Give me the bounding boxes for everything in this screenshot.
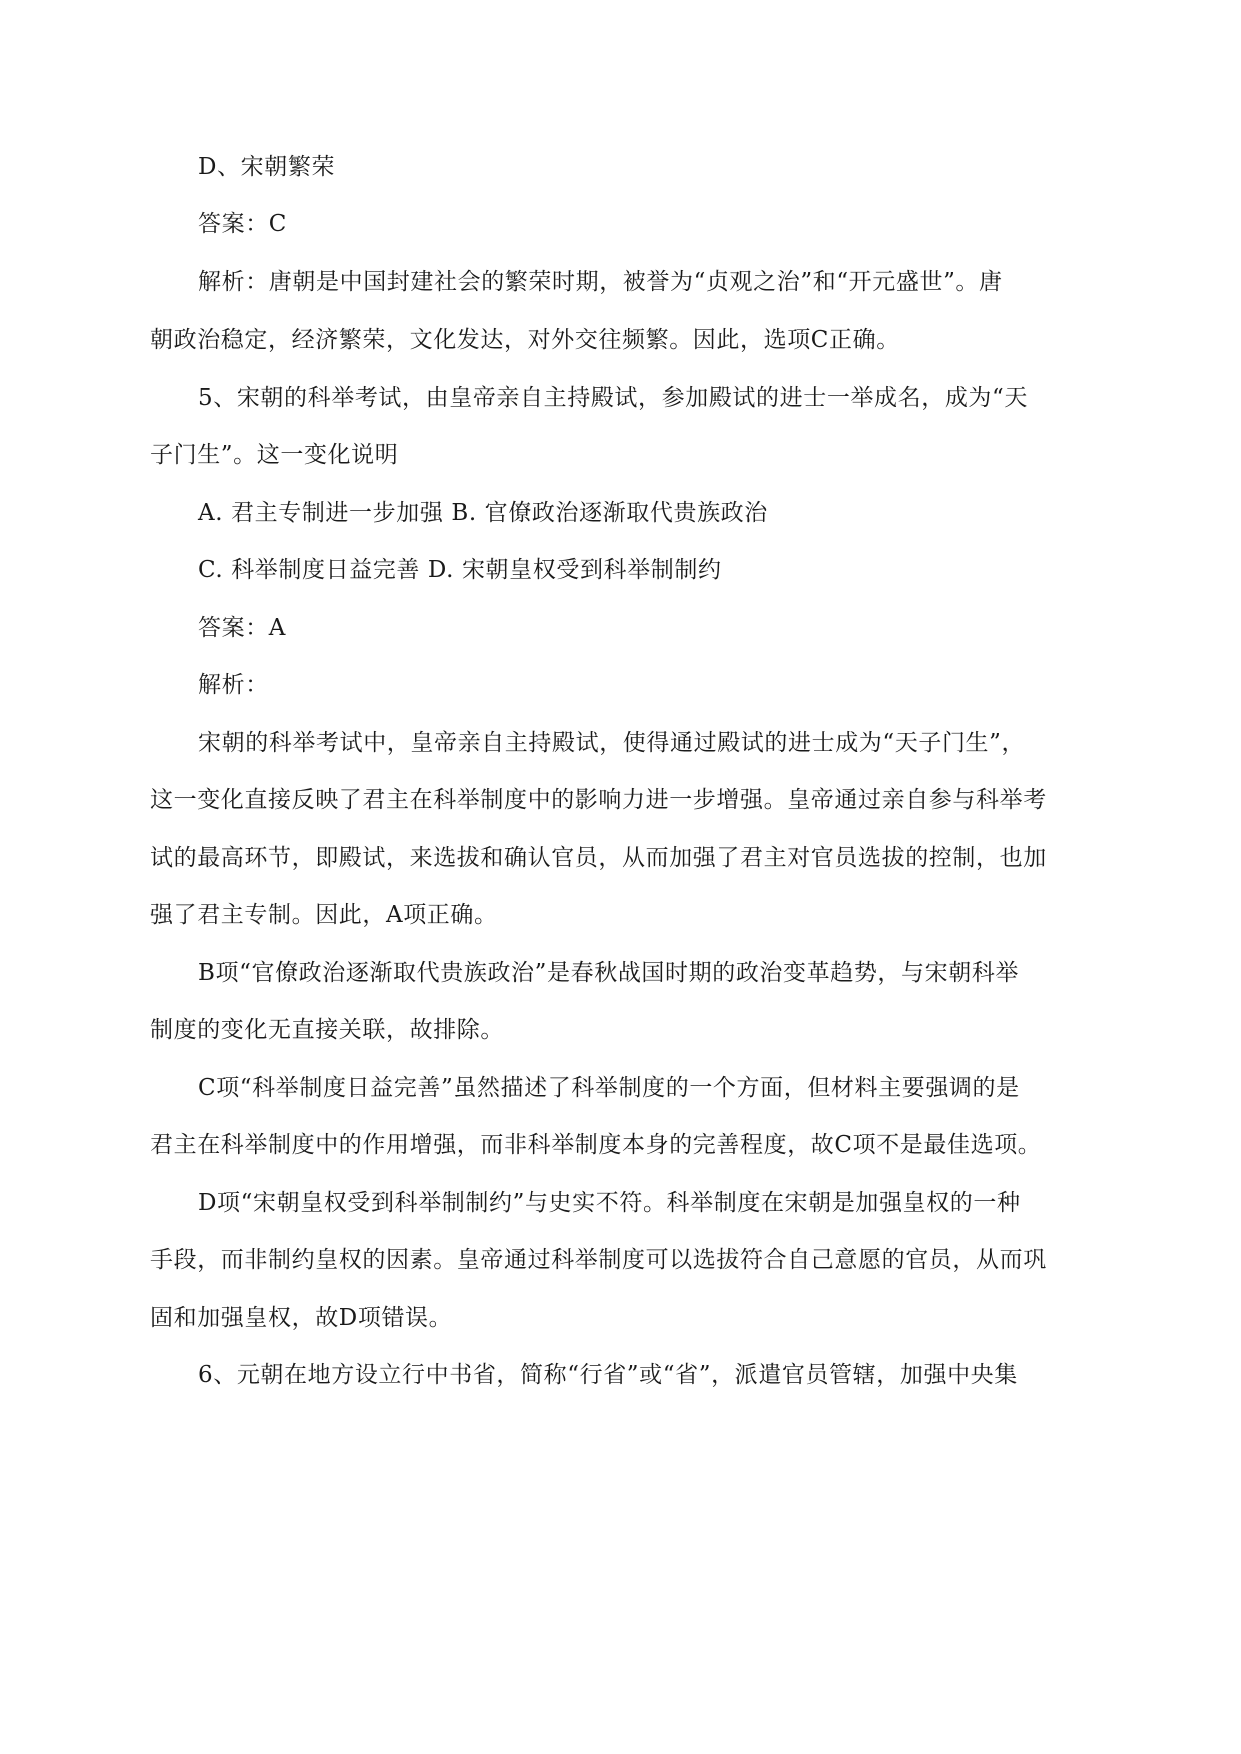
question-text: 子门生”。这一变化说明 <box>150 442 399 468</box>
analysis-text: 朝政治稳定，经济繁荣，文化发达，对外交往频繁。因此，选项C正确。 <box>150 327 900 353</box>
analysis-paragraph: 试的最高环节，即殿试，来选拔和确认官员，从而加强了君主对官员选拔的控制，也加 <box>150 845 1047 871</box>
analysis-paragraph: 固和加强皇权，故D项错误。 <box>150 1305 453 1331</box>
answer-text: 答案：C <box>198 211 287 237</box>
analysis-heading: 解析： <box>198 672 269 698</box>
option-d-text: D、宋朝繁荣 <box>198 154 336 180</box>
options-c-d-text: C. 科举制度日益完善 D. 宋朝皇权受到科举制制约 <box>198 557 722 583</box>
analysis-paragraph: B项“官僚政治逐渐取代贵族政治”是春秋战国时期的政治变革趋势，与宋朝科举 <box>198 960 1020 986</box>
question-text: 5、宋朝的科举考试，由皇帝亲自主持殿试，参加殿试的进士一举成名，成为“天 <box>198 385 1028 411</box>
answer-text: 答案：A <box>198 615 287 641</box>
analysis-paragraph: 宋朝的科举考试中，皇帝亲自主持殿试，使得通过殿试的进士成为“天子门生”， <box>198 730 1026 756</box>
analysis-paragraph: D项“宋朝皇权受到科举制制约”与史实不符。科举制度在宋朝是加强皇权的一种 <box>198 1190 1021 1216</box>
analysis-paragraph: 制度的变化无直接关联，故排除。 <box>150 1017 504 1043</box>
analysis-paragraph: C项“科举制度日益完善”虽然描述了科举制度的一个方面，但材料主要强调的是 <box>198 1075 1020 1101</box>
analysis-text: 解析：唐朝是中国封建社会的繁荣时期，被誉为“贞观之治”和“开元盛世”。唐 <box>198 269 1003 295</box>
analysis-paragraph: 手段，而非制约皇权的因素。皇帝通过科举制度可以选拔符合自己意愿的官员，从而巩 <box>150 1247 1047 1273</box>
options-a-b-text: A. 君主专制进一步加强 B. 官僚政治逐渐取代贵族政治 <box>198 500 768 526</box>
analysis-paragraph: 君主在科举制度中的作用增强，而非科举制度本身的完善程度，故C项不是最佳选项。 <box>150 1132 1042 1158</box>
analysis-paragraph: 这一变化直接反映了君主在科举制度中的影响力进一步增强。皇帝通过亲自参与科举考 <box>150 787 1047 813</box>
analysis-paragraph: 强了君主专制。因此，A项正确。 <box>150 902 498 928</box>
question-text: 6、元朝在地方设立行中书省，简称“行省”或“省”，派遣官员管辖，加强中央集 <box>198 1362 1018 1388</box>
